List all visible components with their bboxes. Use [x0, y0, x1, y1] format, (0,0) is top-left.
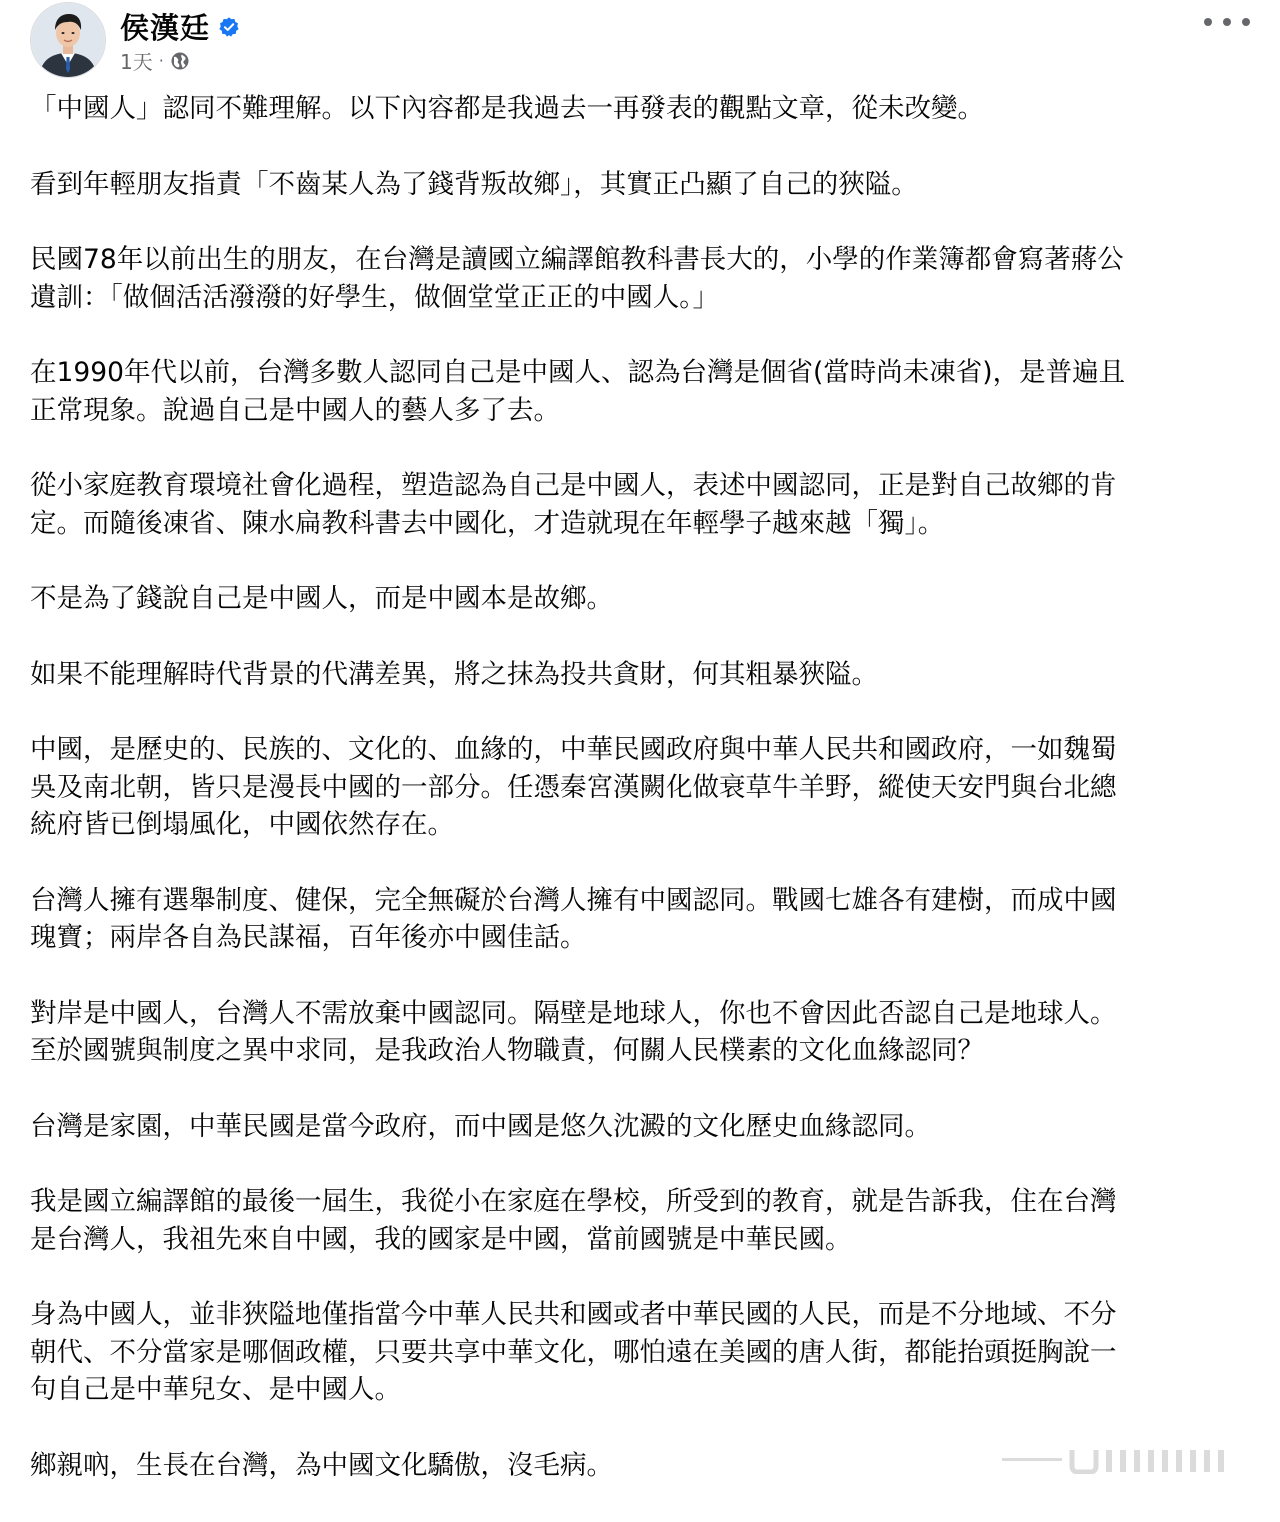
post-body: [30, 90, 1250, 1522]
post-paragraph: 如果不能理解時代背景的代溝差異，將之抹為投共貪財，何其粗暴狹隘。: [30, 658, 878, 690]
post-paragraph: 從小家庭教育環境社會化過程，塑造認為自己是中國人，表述中國認同，正是對自己故鄉的肯 定。而隨後凍省、陳水扁教科書去中國化，才造就現在年輕學子越來越「獨」。: [30, 470, 1117, 539]
meta-separator: ·: [158, 51, 164, 70]
verified-badge-icon: [218, 16, 240, 38]
globe-icon: [170, 51, 190, 71]
post-paragraph: 我是國立編譯館的最後一屆生，我從小在家庭在學校，所受到的教育，就是告訴我，住在台灣 是台灣人，我祖先來自中國，我的國家是中國，當前國號是中華民國。: [30, 1186, 1117, 1255]
post-paragraph: 中國，是歷史的、民族的、文化的、血緣的，中華民國政府與中華人民共和國政府，一如魏蜀 吳及南北朝，皆只是漫長中國的一部分。任憑秦宮漢闕化做衰草牛羊野，縱使天安門與台北總 統府皆已倒塌風化，中國依然存在。: [30, 734, 1117, 840]
post-header: [30, 2, 1250, 82]
post-timestamp[interactable]: 1天: [120, 50, 153, 74]
post-paragraph: 台灣是家園，中華民國是當今政府，而中國是悠久沈澱的文化歷史血緣認同。: [30, 1110, 931, 1142]
more-options-button[interactable]: [1204, 8, 1250, 36]
post-paragraph: 不是為了錢說自己是中國人，而是中國本是故鄉。: [30, 583, 613, 614]
watermark-logo: [1002, 1446, 1242, 1474]
author-name-row: [120, 6, 240, 47]
profile-photo: [31, 3, 105, 77]
post-meta: [120, 46, 190, 75]
post-paragraph: 「中國人」認同不難理解。以下內容都是我過去一再發表的觀點文章，從未改變。: [30, 93, 984, 124]
post-paragraph: 看到年輕朋友指責「不齒某人為了錢背叛故鄉」，其實正凸顯了自己的狹隘。: [30, 168, 918, 200]
post-paragraph: 在1990年代以前，台灣多數人認同自己是中國人、認為台灣是個省(當時尚未凍省)，是普遍且 正常現象。說過自己是中國人的藝人多了去。: [30, 357, 1126, 426]
post-paragraph: 對岸是中國人，台灣人不需放棄中國認同。隔壁是地球人，你也不會因此否認自己是地球人。 至於國號與制度之異中求同，是我政治人物職責，何關人民樸素的文化血緣認同？: [30, 997, 1117, 1066]
post-paragraph: 鄉親吶，生長在台灣，為中國文化驕傲，沒毛病。: [30, 1449, 613, 1481]
more-options-icon: [1204, 18, 1212, 26]
more-options-icon: [1242, 18, 1250, 26]
post-paragraph: 台灣人擁有選舉制度、健保，完全無礙於台灣人擁有中國認同。戰國七雄各有建樹，而成中國 瑰寶；兩岸各自為民謀福，百年後亦中國佳話。: [30, 884, 1117, 953]
post-paragraph: 民國78年以前出生的朋友，在台灣是讀國立編譯館教科書長大的，小學的作業簿都會寫著蔣公 遺訓：「做個活活潑潑的好學生，做個堂堂正正的中國人。」: [30, 244, 1124, 313]
post-paragraph: 身為中國人，並非狹隘地僅指當今中華人民共和國或者中華民國的人民，而是不分地域、不分 朝代、不分當家是哪個政權，只要共享中華文化，哪怕遠在美國的唐人街，都能抬頭挺胸說一 句自己是中華兒女、是中國人。: [30, 1299, 1117, 1405]
author-avatar[interactable]: [30, 2, 106, 78]
more-options-icon: [1223, 18, 1231, 26]
author-name[interactable]: 侯漢廷: [120, 11, 211, 45]
